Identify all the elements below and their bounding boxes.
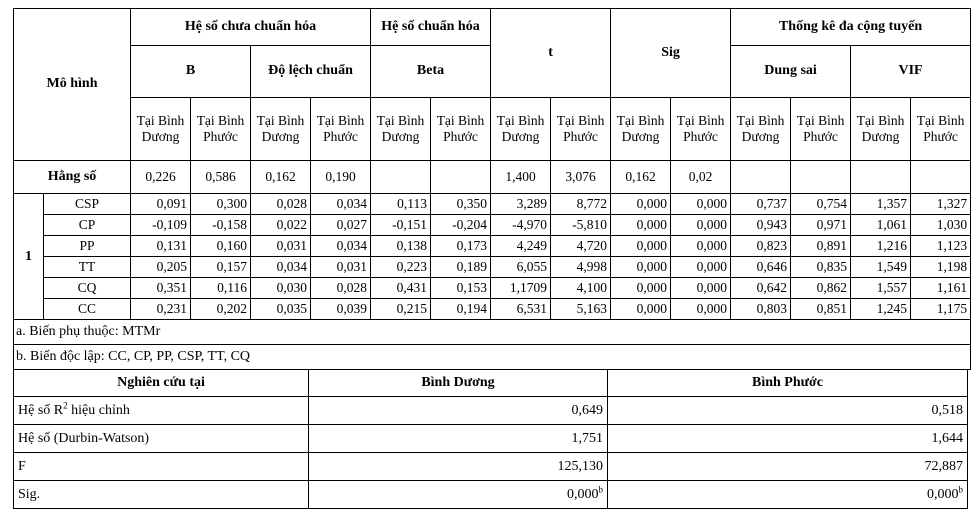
summary-value-bd [309, 425, 608, 453]
table-cell: 1,327 [911, 194, 971, 215]
table-cell: 0,231 [131, 299, 191, 320]
subheader-location: Tại Bình Phước [671, 98, 731, 161]
table-cell [371, 161, 431, 194]
subheader-location: Tại Bình Phước [791, 98, 851, 161]
table-cell: 1,175 [911, 299, 971, 320]
table-cell: -5,810 [551, 215, 611, 236]
value-text: 1,751 [571, 430, 603, 446]
table-cell: 4,998 [551, 257, 611, 278]
constant-row [14, 161, 971, 194]
table-cell: 1,030 [911, 215, 971, 236]
table-cell: 0,646 [731, 257, 791, 278]
subheader-location: Tại Bình Phước [431, 98, 491, 161]
subheader-location: Tại Bình Dương [611, 98, 671, 161]
table-cell: 0,000 [671, 215, 731, 236]
header-standardized-label: Hệ số chuẩn hóa [381, 18, 480, 34]
table-cell: 0,891 [791, 236, 851, 257]
row-label: CQ [44, 278, 131, 299]
value-text: 125,130 [557, 458, 603, 474]
table-cell: 0,000 [611, 257, 671, 278]
summary-row [14, 397, 968, 425]
summary-value-bd [309, 397, 608, 425]
table-cell: 0,034 [251, 257, 311, 278]
table-cell: 0,000 [671, 194, 731, 215]
table-cell: 0,028 [251, 194, 311, 215]
header-t: t [491, 9, 611, 98]
table-cell: 1,357 [851, 194, 911, 215]
header-vif: VIF [851, 46, 971, 98]
summary-header-study-at: Nghiên cứu tại [14, 370, 309, 397]
footnote-row [14, 345, 971, 370]
value-text: 0,649 [571, 402, 603, 418]
row-label: TT [44, 257, 131, 278]
table-cell: 1,557 [851, 278, 911, 299]
table-cell: 1,161 [911, 278, 971, 299]
table-cell: 0,000 [671, 236, 731, 257]
table-cell: 6,055 [491, 257, 551, 278]
table-cell: 4,720 [551, 236, 611, 257]
label-superscript: 2 [63, 399, 68, 410]
table-cell: 1,198 [911, 257, 971, 278]
table-cell: 0,153 [431, 278, 491, 299]
label-text: Hệ số (Durbin-Watson) [18, 430, 150, 446]
table-cell: 0,350 [431, 194, 491, 215]
table-cell: 0,162 [611, 161, 671, 194]
table-cell: 0,215 [371, 299, 431, 320]
table-cell: 0,160 [191, 236, 251, 257]
header-tolerance: Dung sai [731, 46, 851, 98]
table-cell: 5,163 [551, 299, 611, 320]
table-cell: 0,351 [131, 278, 191, 299]
table-cell: 0,205 [131, 257, 191, 278]
table-cell: 0,034 [311, 194, 371, 215]
table-cell: 0,173 [431, 236, 491, 257]
table-cell: 0,028 [311, 278, 371, 299]
coefficients-table [13, 8, 971, 370]
subheader-location: Tại Bình Dương [491, 98, 551, 161]
table-cell: 0,000 [611, 194, 671, 215]
subheader-location: Tại Bình Phước [191, 98, 251, 161]
table-cell: 0,823 [731, 236, 791, 257]
summary-value-bd [309, 453, 608, 481]
summary-row-label [14, 481, 309, 509]
table-cell: 1,400 [491, 161, 551, 194]
table-cell: 0,223 [371, 257, 431, 278]
footnote-independent-variables: b. Biến độc lập: CC, CP, PP, CSP, TT, CQ [14, 345, 971, 370]
subheader-location: Tại Bình Dương [131, 98, 191, 161]
header-unstandardized-coefficients: Hệ số chưa chuẩn hóa [131, 9, 371, 46]
summary-row-label [14, 425, 309, 453]
table-cell: 0,862 [791, 278, 851, 299]
value-text: 0,000 [567, 486, 599, 502]
subheader-location: Tại Bình Phước [911, 98, 971, 161]
subheader-location: Tại Bình Dương [251, 98, 311, 161]
table-cell: 0,803 [731, 299, 791, 320]
header-standardized-coefficients [371, 9, 491, 46]
table-cell: 0,194 [431, 299, 491, 320]
table-cell: 0,835 [791, 257, 851, 278]
table-cell: 1,061 [851, 215, 911, 236]
table-cell: 0,022 [251, 215, 311, 236]
header-sig: Sig [611, 9, 731, 98]
table-cell [731, 161, 791, 194]
summary-row-label [14, 453, 309, 481]
value-text: 0,518 [931, 402, 963, 418]
table-cell: 0,202 [191, 299, 251, 320]
table-cell: 0,226 [131, 161, 191, 194]
table-row [14, 278, 971, 299]
subheader-location: Tại Bình Dương [371, 98, 431, 161]
table-cell [851, 161, 911, 194]
table-cell: 0,000 [611, 299, 671, 320]
row-label: CSP [44, 194, 131, 215]
table-cell: 3,076 [551, 161, 611, 194]
table-row [14, 215, 971, 236]
table-cell: 0,113 [371, 194, 431, 215]
table-cell: 0,000 [671, 278, 731, 299]
table-cell: 0,157 [191, 257, 251, 278]
table-cell: 1,216 [851, 236, 911, 257]
summary-row-label [14, 397, 309, 425]
table-cell: 0,138 [371, 236, 431, 257]
subheader-location: Tại Bình Dương [851, 98, 911, 161]
value-text: 72,887 [924, 458, 963, 474]
subheader-location: Tại Bình Dương [731, 98, 791, 161]
table-cell: 0,300 [191, 194, 251, 215]
table-cell: 1,245 [851, 299, 911, 320]
table-cell: 0,034 [311, 236, 371, 257]
table-cell: 0,039 [311, 299, 371, 320]
table-row [14, 257, 971, 278]
subheader-location: Tại Bình Phước [551, 98, 611, 161]
table-cell: 1,549 [851, 257, 911, 278]
table-cell: 4,249 [491, 236, 551, 257]
table-cell: 0,131 [131, 236, 191, 257]
summary-header-binh-phuoc: Bình Phước [608, 370, 968, 397]
table-cell: -0,204 [431, 215, 491, 236]
label-text: F [18, 458, 26, 474]
summary-value-bd [309, 481, 608, 509]
table-cell: 0,642 [731, 278, 791, 299]
summary-value-bp [608, 397, 968, 425]
table-cell: -0,158 [191, 215, 251, 236]
table-cell: -0,109 [131, 215, 191, 236]
table-cell: 8,772 [551, 194, 611, 215]
row-label-constant: Hằng số [14, 161, 131, 194]
table-cell: 6,531 [491, 299, 551, 320]
table-cell: 0,586 [191, 161, 251, 194]
header-b: B [131, 46, 251, 98]
label-text: Hệ số R [18, 402, 64, 418]
table-cell: 0,035 [251, 299, 311, 320]
value-superscript: b [958, 483, 963, 494]
table-cell: -0,151 [371, 215, 431, 236]
value-text: 0,000 [927, 486, 959, 502]
table-cell: 0,000 [611, 236, 671, 257]
summary-value-bp [608, 481, 968, 509]
value-text: 1,644 [931, 430, 963, 446]
table-cell: 0,027 [311, 215, 371, 236]
row-label: CC [44, 299, 131, 320]
table-cell: 0,754 [791, 194, 851, 215]
table-cell: 1,123 [911, 236, 971, 257]
summary-header-binh-duong: Bình Dương [309, 370, 608, 397]
footnote-dependent-variable: a. Biến phụ thuộc: MTMr [14, 320, 971, 345]
summary-row [14, 453, 968, 481]
table-cell: 0,091 [131, 194, 191, 215]
table-row [14, 236, 971, 257]
table-cell: 3,289 [491, 194, 551, 215]
table-cell: 0,031 [251, 236, 311, 257]
table-cell: 0,000 [611, 278, 671, 299]
table-cell: 0,190 [311, 161, 371, 194]
header-std-error: Độ lệch chuẩn [251, 46, 371, 98]
table-row [14, 299, 971, 320]
table-cell: 0,000 [671, 257, 731, 278]
table-cell: 0,000 [611, 215, 671, 236]
summary-value-bp [608, 425, 968, 453]
row-label: CP [44, 215, 131, 236]
model-number-cell: 1 [14, 194, 44, 320]
table-cell: 0,851 [791, 299, 851, 320]
table-cell: 0,02 [671, 161, 731, 194]
table-cell: 0,000 [671, 299, 731, 320]
subheader-location: Tại Bình Phước [311, 98, 371, 161]
table-cell: -4,970 [491, 215, 551, 236]
header-beta: Beta [371, 46, 491, 98]
value-superscript: b [598, 483, 603, 494]
table-cell [911, 161, 971, 194]
row-label: PP [44, 236, 131, 257]
table-cell: 0,737 [731, 194, 791, 215]
table-cell: 0,189 [431, 257, 491, 278]
table-row [14, 194, 971, 215]
summary-row [14, 425, 968, 453]
table-cell: 0,116 [191, 278, 251, 299]
label-text: hiệu chỉnh [67, 402, 130, 418]
table-cell: 4,100 [551, 278, 611, 299]
header-model: Mô hình [14, 9, 131, 161]
table-cell: 0,971 [791, 215, 851, 236]
table-cell [791, 161, 851, 194]
table-cell: 0,431 [371, 278, 431, 299]
table-cell [431, 161, 491, 194]
table-cell: 0,162 [251, 161, 311, 194]
summary-value-bp [608, 453, 968, 481]
footnote-row [14, 320, 971, 345]
table-cell: 0,031 [311, 257, 371, 278]
table-cell: 0,943 [731, 215, 791, 236]
table-cell: 0,030 [251, 278, 311, 299]
summary-row [14, 481, 968, 509]
header-collinearity-statistics: Thống kê đa cộng tuyến [731, 9, 971, 46]
model-summary-table [13, 369, 968, 509]
label-text: Sig. [18, 486, 41, 502]
table-cell: 1,1709 [491, 278, 551, 299]
